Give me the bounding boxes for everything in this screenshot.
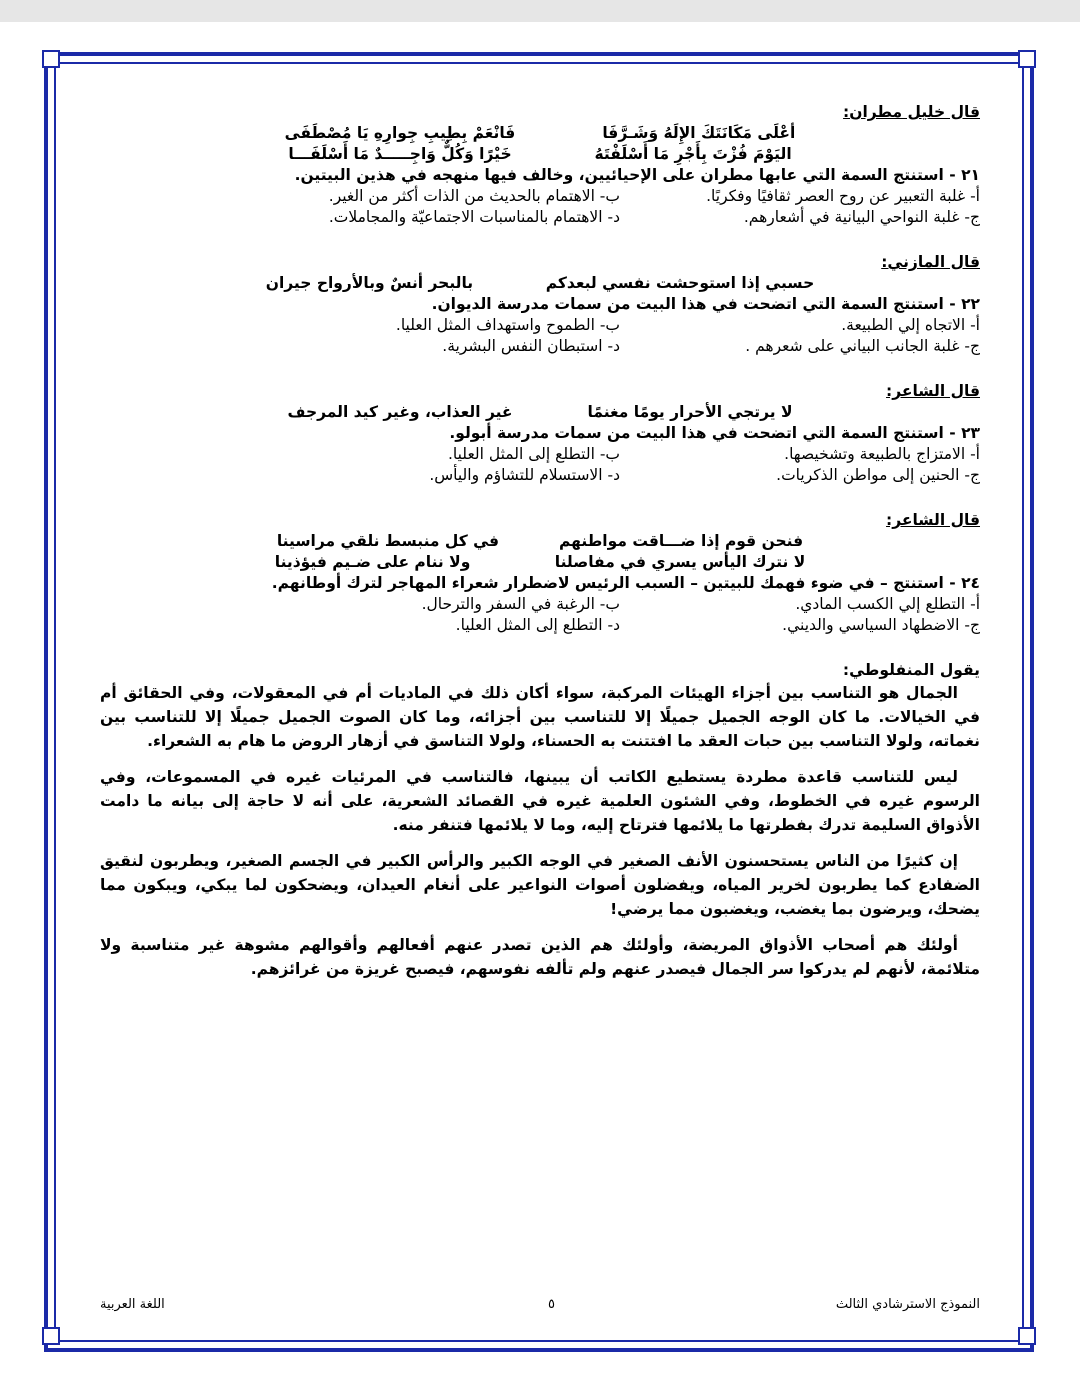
question-text: ٢٢ - استنتج السمة التي اتضحت في هذا البيت من سمات مدرسة الديوان. xyxy=(431,295,980,313)
verse-second-half: خَيْرًا وَكُلٌّ وَاجِـــــدٌ مَا أَسْلَفَـــا xyxy=(288,145,512,163)
border-corner xyxy=(1018,50,1036,68)
section-heading: قال الشاعر: xyxy=(886,511,980,529)
reading-passage xyxy=(100,660,980,981)
answer-options xyxy=(100,186,980,228)
question-text: ٢٣ - استنتج السمة التي اتضحت في هذا البيت من سمات مدرسة أبولو. xyxy=(449,424,980,442)
verse-first-half: لا نترك اليأس يسري في مفاصلنا xyxy=(554,553,806,571)
verse-second-half: ولا ننام على ضـيم فيؤذينا xyxy=(274,553,471,571)
question-section-21 xyxy=(100,102,980,228)
document-content xyxy=(100,102,980,993)
footer-subject: اللغة العربية xyxy=(100,1297,165,1312)
verse-first-half: فنحن قوم إذا ضـــاقت مواطنهم xyxy=(558,532,804,550)
verse-first-half: حسبي إذا استوحشت نفسي لبعدكم xyxy=(545,274,815,292)
verse-first-half: لا يرتجي الأحرار يومًا مغنمًا xyxy=(587,403,793,421)
option-d[interactable]: د- الاستسلام للتشاؤم واليأس. xyxy=(429,466,620,484)
verse-second-half: غير العذاب، وغير كيد المرجف xyxy=(287,403,513,421)
poem-verse xyxy=(100,402,980,423)
option-b[interactable]: ب- الطموح واستهداف المثل العليا. xyxy=(395,316,620,334)
border-corner xyxy=(42,1327,60,1345)
verse-second-half: بالبحر أنسٌ وبالأرواح جيران xyxy=(265,274,474,292)
option-b[interactable]: ب- الرغبة في السفر والترحال. xyxy=(421,595,620,613)
section-heading: قال خليل مطران: xyxy=(843,103,980,121)
verse-second-half: فَانْعَمْ بِطِيبِ جِوارِهِ يَا مُصْطَفَى xyxy=(284,124,516,142)
poem-verse xyxy=(100,531,980,552)
option-a[interactable]: أ- غلبة التعبير عن روح العصر ثقافيًا وفكريًا. xyxy=(706,187,980,205)
option-c[interactable]: ج- الحنين إلى مواطن الذكريات. xyxy=(776,466,980,484)
poem-verse xyxy=(100,123,980,144)
verse-second-half: في كل منبسط نلقي مراسينا xyxy=(276,532,499,550)
page-number: ٥ xyxy=(548,1297,555,1312)
option-b[interactable]: ب- التطلع إلى المثل العليا. xyxy=(447,445,620,463)
option-a[interactable]: أ- التطلع إلي الكسب المادي. xyxy=(795,595,980,613)
answer-options xyxy=(100,315,980,357)
poem-verse xyxy=(100,273,980,294)
verse-first-half: اليَوْمَ فُزْتَ بِأَجْرِ مَا أَسْلَفْتَهُ xyxy=(594,145,792,163)
passage-paragraph: إن كثيرًا من الناس يستحسنون الأنف الصغير في الوجه الكبير والرأس الكبير في الجسم الصغير، ويطربون لنقيق الضفادع كما يطربون لخرير المياه، ويفضلون أصوات النواعير على أنغام العيدان، ويضحكون لما يبكي، ويبكون مما يضحك، ويرضون بما يغضب، ويغضبون مما يرضي! xyxy=(100,852,980,918)
passage-paragraph: الجمال هو التناسب بين أجزاء الهيئات المركبة، سواء أكان ذلك في الماديات أم في المعقولات، وفي الحقائق أم في الخيالات. ما كان الوجه الجميل جميلًا إلا للتناسب بين أجزائه، وما كان الصوت الجميل جميلًا إلا للتناسب بين نغماته، ولولا التناسب بين حبات العقد ما افتتنت به الحسناء، ولولا التناسق في أزهار الروض ما هام به الشعراء. xyxy=(100,684,980,750)
poem-verse xyxy=(100,144,980,165)
question-section-22 xyxy=(100,252,980,357)
border-corner xyxy=(42,50,60,68)
option-a[interactable]: أ- الاتجاه إلي الطبيعة. xyxy=(841,316,980,334)
section-heading: قال الشاعر: xyxy=(886,382,980,400)
option-b[interactable]: ب- الاهتمام بالحديث من الذات أكثر من الغير. xyxy=(328,187,620,205)
page-footer xyxy=(100,1297,980,1317)
option-c[interactable]: ج- الاضطهاد السياسي والديني. xyxy=(782,616,980,634)
passage-paragraph: أولئك هم أصحاب الأذواق المريضة، وأولئك هم الذين تصدر عنهم أفعالهم وأقوالهم مشوهة غير متناسبة ولا متلائمة، لأنهم لم يدركوا سر الجمال فيصدر عنهم ولم تألفه نفوسهم، فيصبح غريزة من غرائزهم. xyxy=(100,936,980,978)
option-a[interactable]: أ- الامتزاج بالطبيعة وتشخيصها. xyxy=(784,445,980,463)
question-section-24 xyxy=(100,510,980,636)
passage-heading: يقول المنفلوطي: xyxy=(842,661,980,679)
question-text: ٢١ - استنتج السمة التي عابها مطران على الإحيائيين، وخالف فيها منهجه في هذين البيتين. xyxy=(294,166,980,184)
answer-options xyxy=(100,444,980,486)
verse-first-half: أعْلَى مَكَانَتَكَ الإِلَهُ وَشَـرَّفَا xyxy=(602,124,796,142)
poem-verse xyxy=(100,552,980,573)
border-corner xyxy=(1018,1327,1036,1345)
question-section-23 xyxy=(100,381,980,486)
question-text: ٢٤ - استنتج – في ضوء فهمك للبيتين – السبب الرئيس لاضطرار شعراء المهاجر لترك أوطانهم. xyxy=(271,574,980,592)
section-heading: قال المازني: xyxy=(881,253,980,271)
option-d[interactable]: د- الاهتمام بالمناسبات الاجتماعيّة والمجاملات. xyxy=(328,208,620,226)
top-bar xyxy=(0,0,1080,22)
option-c[interactable]: ج- غلبة النواحي البيانية في أشعارهم. xyxy=(743,208,980,226)
option-d[interactable]: د- استبطان النفس البشرية. xyxy=(442,337,620,355)
footer-exam-title: النموذج الاسترشادي الثالث xyxy=(835,1297,980,1312)
passage-paragraph: ليس للتناسب قاعدة مطردة يستطيع الكاتب أن يبينها، فالتناسب في المرئيات غيره في المسموعات، وفي الرسوم غيره في الخطوط، وفي الشئون العلمية غيره في القصائد الشعرية، على أنه لا حاجة إلى بيانه ما دامت الأذواق السليمة تدرك بفطرتها ما يلائمها فترتاح إليه، وما لا يلائمها فتنفر منه. xyxy=(100,768,980,834)
answer-options xyxy=(100,594,980,636)
option-d[interactable]: د- التطلع إلى المثل العليا. xyxy=(455,616,620,634)
option-c[interactable]: ج- غلبة الجانب البياني على شعرهم . xyxy=(745,337,980,355)
